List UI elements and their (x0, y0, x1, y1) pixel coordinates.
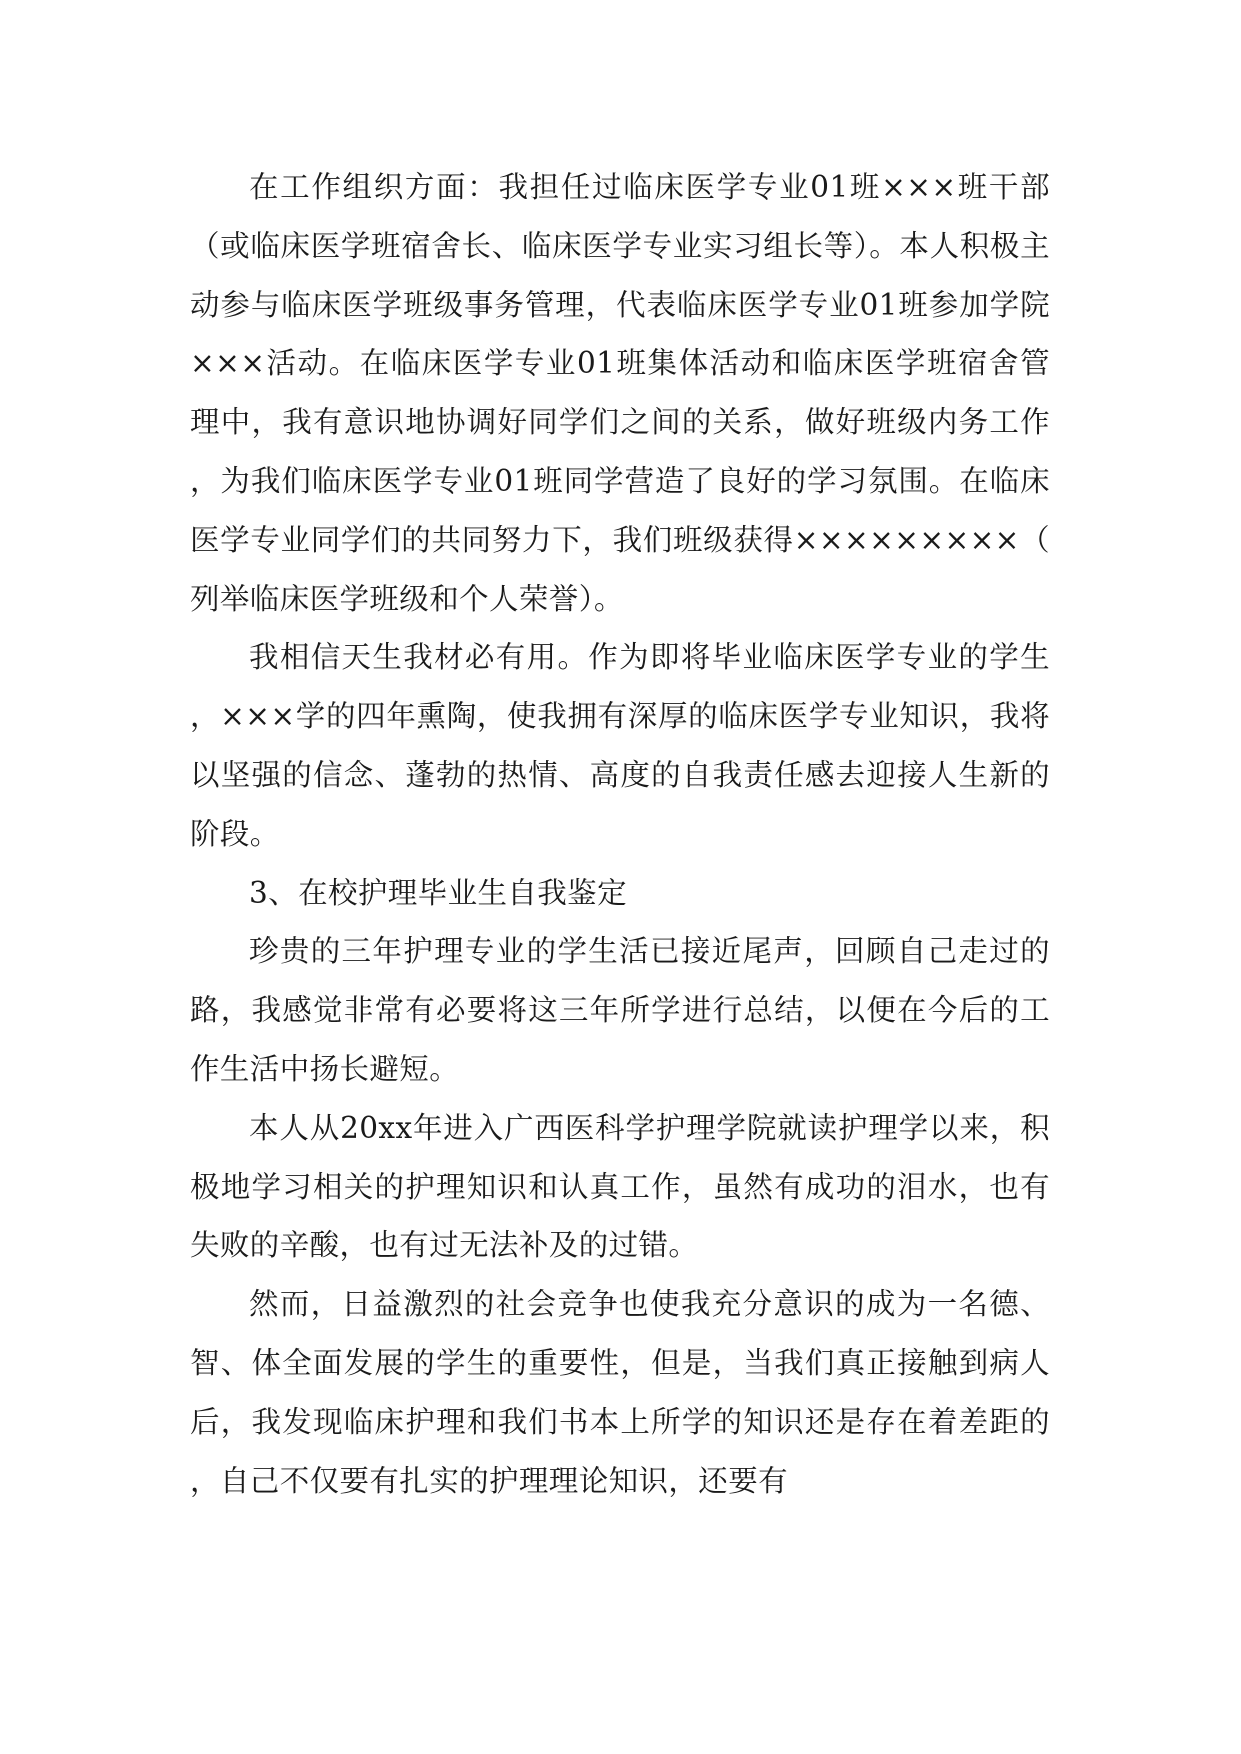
paragraph-study-history: 本人从20xx年进入广西医科学护理学院就读护理学以来，积极地学习相关的护理知识和认真工作，虽然有成功的泪水，也有失败的辛酸，也有过无法补及的过错。 (190, 1110, 1050, 1263)
paragraph-clinical-practice: 然而，日益激烈的社会竞争也使我充分意识的成为一名德、智、体全面发展的学生的重要性，但是，当我们真正接触到病人后，我发现临床护理和我们书本上所学的知识还是存在着差距的，自己不仅要有扎实的护理理论知识，还要有 (190, 1287, 1050, 1498)
paragraph-work-organization: 在工作组织方面：我担任过临床医学专业01班×××班干部（或临床医学班宿舍长、临床医学专业实习组长等）。本人积极主动参与临床医学班级事务管理，代表临床医学专业01班参加学院×××活动。在临床医学专业01班集体活动和临床医学班宿舍管理中，我有意识地协调好同学们之间的关系，做好班级内务工作，为我们临床医学专业01班同学营造了良好的学习氛围。在临床医学专业同学们的共同努力下，我们班级获得×××××××××（列举临床医学班级和个人荣誉）。 (190, 170, 1050, 616)
section-heading: 3、在校护理毕业生自我鉴定 (249, 875, 627, 910)
paragraph-self-belief: 我相信天生我材必有用。作为即将毕业临床医学专业的学生，×××学的四年熏陶，使我拥有深厚的临床医学专业知识，我将以坚强的信念、蓬勃的热情、高度的自我责任感去迎接人生新的阶段。 (190, 640, 1050, 851)
paragraph-review: 珍贵的三年护理专业的学生活已接近尾声，回顾自己走过的路，我感觉非常有必要将这三年所学进行总结，以便在今后的工作生活中扬长避短。 (190, 934, 1050, 1086)
document-body (190, 158, 1050, 1510)
